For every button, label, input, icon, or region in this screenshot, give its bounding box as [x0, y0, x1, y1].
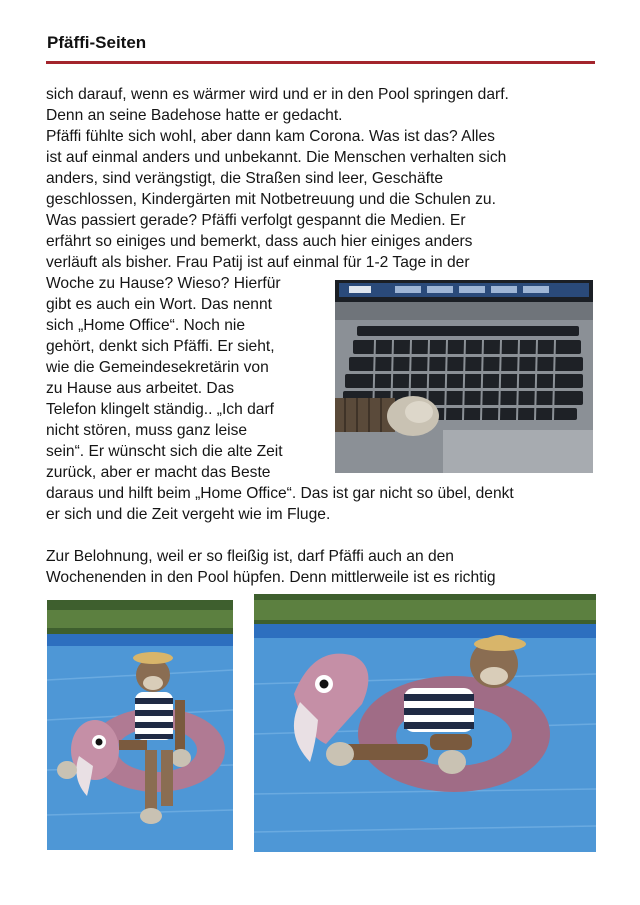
laptop-photo — [335, 280, 593, 473]
text-line: nicht stören, muss ganz leise — [46, 422, 248, 439]
text-line: gehört, denkt sich Pfäffi. Er sieht, — [46, 338, 275, 355]
text-line: sich „Home Office“. Noch nie — [46, 317, 246, 334]
header-divider — [46, 61, 595, 64]
page-header-title: Pfäffi-Seiten — [47, 33, 147, 52]
text-line: sein“. Er wünscht sich die alte Zeit — [46, 443, 283, 460]
text-line: Zur Belohnung, weil er so fleißig ist, darf Pfäffi auch an den — [46, 548, 454, 565]
text-line: wie die Gemeindesekretärin von — [46, 359, 269, 376]
text-line: erfährt so einiges und bemerkt, dass auch hier einiges anders — [46, 233, 473, 250]
text-line: Was passiert gerade? Pfäffi verfolgt gespannt die Medien. Er — [46, 212, 466, 229]
pool-photo-left — [47, 600, 233, 850]
text-line: sich darauf, wenn es wärmer wird und er in den Pool springen darf. — [46, 86, 509, 103]
text-line: Pfäffi fühlte sich wohl, aber dann kam Corona. Was ist das? Alles — [46, 128, 495, 145]
text-line: geschlossen, Kindergärten mit Notbetreuung und die Schulen zu. — [46, 191, 496, 208]
text-line: zu Hause aus arbeitet. Das — [46, 380, 235, 397]
text-line: zurück, aber er macht das Beste — [46, 464, 271, 481]
text-line: ist auf einmal anders und unbekannt. Die Menschen verhalten sich — [46, 149, 507, 166]
text-line: Telefon klingelt ständig.. „Ich darf — [46, 401, 274, 418]
text-line: er sich und die Zeit vergeht wie im Fluge. — [46, 506, 331, 523]
text-line: daraus und hilft beim „Home Office“. Das ist gar nicht so übel, denkt — [46, 485, 514, 502]
text-line: Denn an seine Badehose hatte er gedacht. — [46, 107, 343, 124]
text-line: Woche zu Hause? Wieso? Hierfür — [46, 275, 281, 292]
text-line: gibt es auch ein Wort. Das nennt — [46, 296, 272, 313]
text-line: anders, sind verängstigt, die Straßen sind leer, Geschäfte — [46, 170, 443, 187]
text-line: Wochenenden in den Pool hüpfen. Denn mittlerweile ist es richtig — [46, 569, 496, 586]
text-line: verläuft als bisher. Frau Patij ist auf einmal für 1-2 Tage in der — [46, 254, 470, 271]
pool-photo-right — [254, 594, 596, 852]
